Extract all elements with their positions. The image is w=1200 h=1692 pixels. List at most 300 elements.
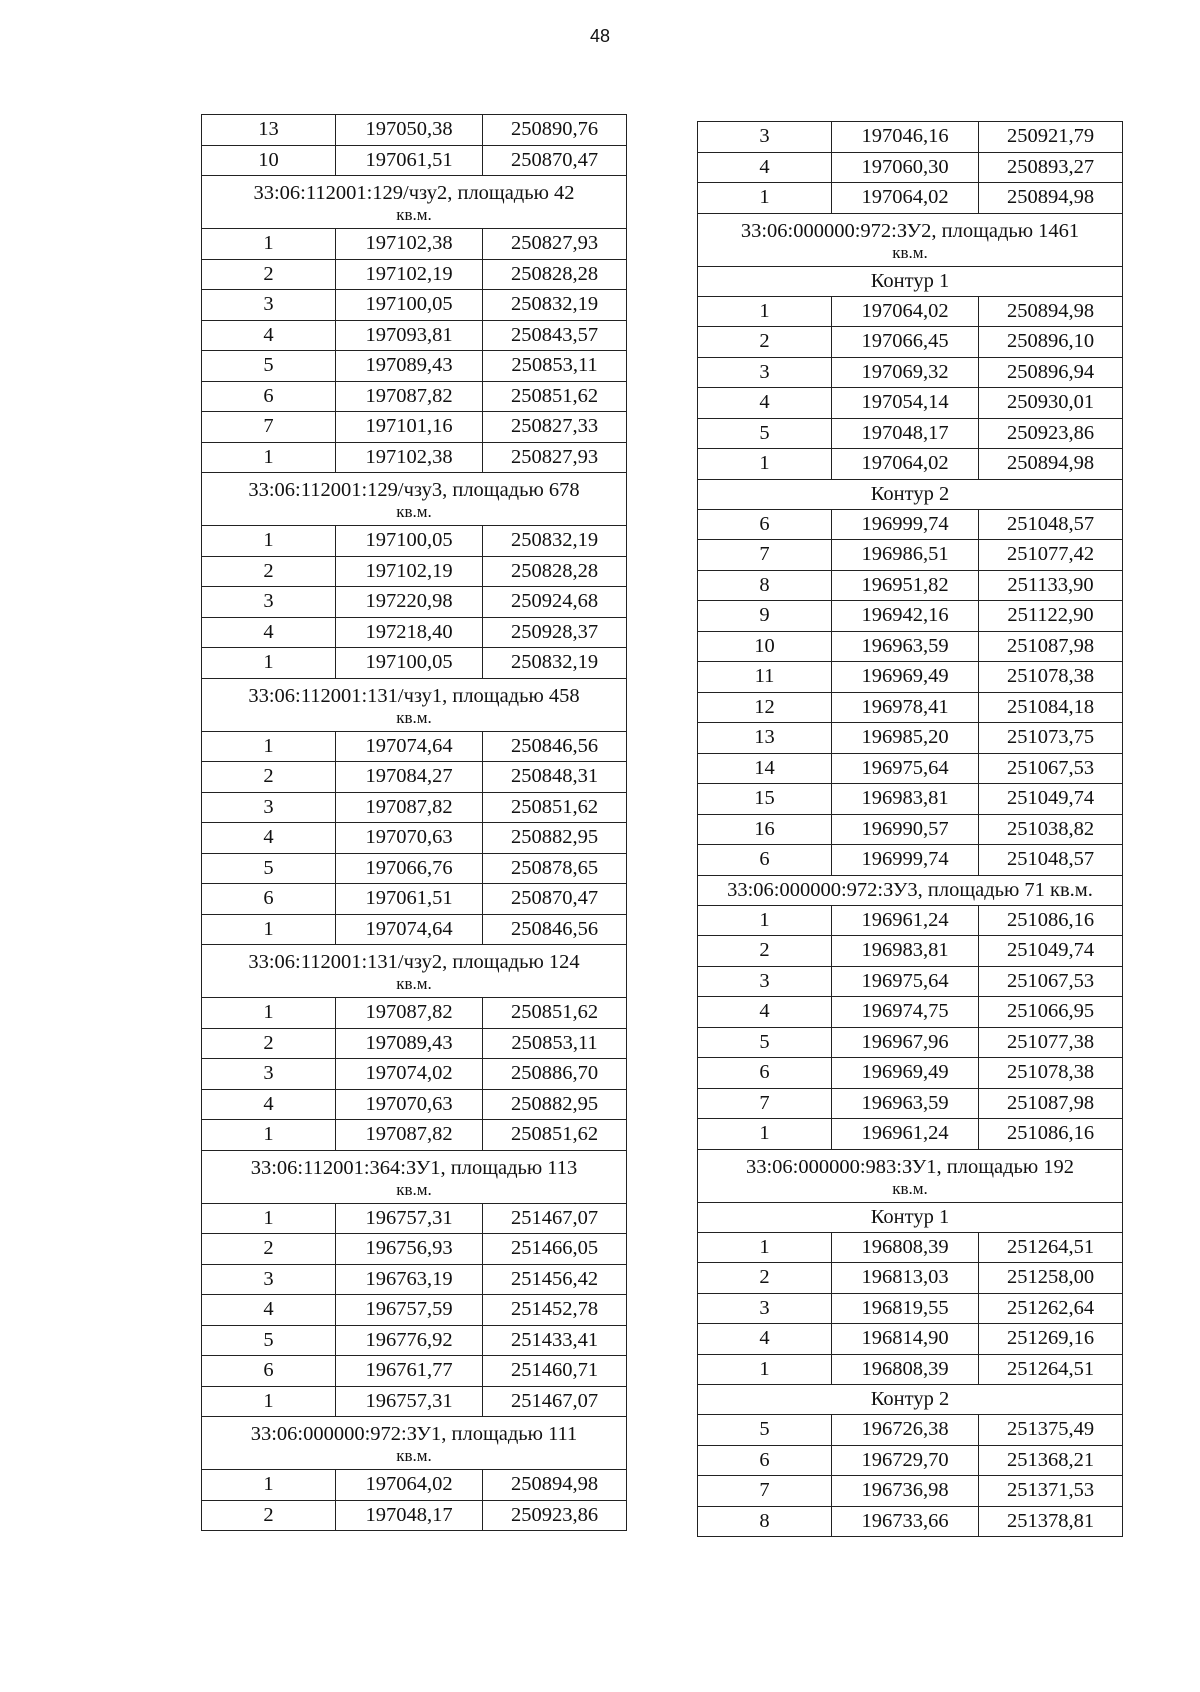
coordinate-row	[698, 1506, 1123, 1537]
coordinate-row	[202, 351, 627, 382]
x-coordinate-cell: 196963,59	[832, 631, 979, 662]
point-number-cell: 10	[698, 631, 832, 662]
coordinate-row	[698, 1058, 1123, 1089]
x-coordinate-cell: 197100,05	[336, 290, 483, 321]
coordinate-row	[202, 412, 627, 443]
point-number-cell: 3	[698, 122, 832, 153]
point-number-cell: 6	[202, 884, 336, 915]
y-coordinate-cell: 250890,76	[483, 115, 627, 146]
point-number-cell: 2	[202, 762, 336, 793]
coordinate-row	[698, 1415, 1123, 1446]
x-coordinate-cell: 197093,81	[336, 320, 483, 351]
y-coordinate-cell: 251066,95	[979, 997, 1123, 1028]
coordinate-row	[698, 631, 1123, 662]
parcel-header-row	[202, 176, 627, 229]
coordinate-row	[698, 1263, 1123, 1294]
coordinate-row	[202, 884, 627, 915]
coordinate-row	[202, 556, 627, 587]
y-coordinate-cell: 250843,57	[483, 320, 627, 351]
coordinate-row	[202, 1386, 627, 1417]
point-number-cell: 7	[202, 412, 336, 443]
x-coordinate-cell: 196986,51	[832, 540, 979, 571]
x-coordinate-cell: 197066,76	[336, 853, 483, 884]
coordinate-row	[698, 662, 1123, 693]
x-coordinate-cell: 197070,63	[336, 823, 483, 854]
point-number-cell: 2	[202, 1500, 336, 1531]
point-number-cell: 4	[202, 823, 336, 854]
x-coordinate-cell: 196726,38	[832, 1415, 979, 1446]
y-coordinate-cell: 250832,19	[483, 290, 627, 321]
parcel-title: 33:06:112001:129/чзу3, площадью 678	[248, 479, 580, 501]
coordinate-row	[202, 1028, 627, 1059]
coordinate-row	[202, 442, 627, 473]
parcel-header-cell	[202, 473, 627, 526]
y-coordinate-cell: 251460,71	[483, 1356, 627, 1387]
x-coordinate-cell: 196763,19	[336, 1264, 483, 1295]
parcel-header-cell	[202, 945, 627, 998]
y-coordinate-cell: 250827,33	[483, 412, 627, 443]
y-coordinate-cell: 250928,37	[483, 617, 627, 648]
x-coordinate-cell: 197102,38	[336, 229, 483, 260]
point-number-cell: 1	[202, 229, 336, 260]
x-coordinate-cell: 196963,59	[832, 1088, 979, 1119]
point-number-cell: 3	[698, 966, 832, 997]
point-number-cell: 1	[202, 731, 336, 762]
y-coordinate-cell: 251048,57	[979, 509, 1123, 540]
x-coordinate-cell: 197074,02	[336, 1059, 483, 1090]
coordinate-row	[202, 1295, 627, 1326]
coordinate-row	[698, 601, 1123, 632]
coordinate-row	[202, 1234, 627, 1265]
y-coordinate-cell: 250923,86	[483, 1500, 627, 1531]
y-coordinate-cell: 250896,94	[979, 357, 1123, 388]
point-number-cell: 1	[202, 1470, 336, 1501]
coordinate-row	[202, 1325, 627, 1356]
y-coordinate-cell: 250894,98	[979, 296, 1123, 327]
coordinate-row	[202, 259, 627, 290]
x-coordinate-cell: 197084,27	[336, 762, 483, 793]
point-number-cell: 3	[202, 290, 336, 321]
parcel-header-row	[202, 1150, 627, 1203]
point-number-cell: 5	[202, 853, 336, 884]
contour-header-row	[698, 1385, 1123, 1415]
x-coordinate-cell: 196969,49	[832, 1058, 979, 1089]
point-number-cell: 3	[698, 357, 832, 388]
y-coordinate-cell: 251087,98	[979, 631, 1123, 662]
parcel-title: 33:06:112001:364:ЗУ1, площадью 113	[250, 1156, 578, 1179]
x-coordinate-cell: 196736,98	[832, 1476, 979, 1507]
x-coordinate-cell: 197087,82	[336, 998, 483, 1029]
x-coordinate-cell: 197064,02	[832, 296, 979, 327]
x-coordinate-cell: 197054,14	[832, 388, 979, 419]
point-number-cell: 2	[202, 259, 336, 290]
point-number-cell: 9	[698, 601, 832, 632]
point-number-cell: 13	[698, 723, 832, 754]
coordinate-row	[202, 914, 627, 945]
x-coordinate-cell: 197220,98	[336, 587, 483, 618]
point-number-cell: 2	[202, 1028, 336, 1059]
point-number-cell: 7	[698, 540, 832, 571]
x-coordinate-cell: 196983,81	[832, 936, 979, 967]
x-coordinate-cell: 197069,32	[832, 357, 979, 388]
y-coordinate-cell: 251078,38	[979, 662, 1123, 693]
parcel-header-row	[698, 213, 1123, 266]
coordinate-row	[698, 449, 1123, 480]
y-coordinate-cell: 251067,53	[979, 966, 1123, 997]
x-coordinate-cell: 196814,90	[832, 1324, 979, 1355]
point-number-cell: 1	[698, 183, 832, 214]
point-number-cell: 13	[202, 115, 336, 146]
point-number-cell: 5	[202, 1325, 336, 1356]
x-coordinate-cell: 197102,19	[336, 556, 483, 587]
y-coordinate-cell: 250886,70	[483, 1059, 627, 1090]
point-number-cell: 1	[698, 449, 832, 480]
point-number-cell: 5	[698, 418, 832, 449]
contour-title: Контур 1	[698, 266, 1123, 296]
x-coordinate-cell: 197074,64	[336, 731, 483, 762]
parcel-header-cell	[698, 1149, 1123, 1202]
x-coordinate-cell: 196808,39	[832, 1354, 979, 1385]
y-coordinate-cell: 250851,62	[483, 998, 627, 1029]
point-number-cell: 6	[698, 509, 832, 540]
y-coordinate-cell: 251067,53	[979, 753, 1123, 784]
coordinate-row	[698, 1324, 1123, 1355]
y-coordinate-cell: 250894,98	[979, 183, 1123, 214]
right-coordinates-table	[697, 121, 1123, 1537]
parcel-title: 33:06:112001:129/чзу2, площадью 42	[253, 182, 575, 204]
area-unit: кв.м.	[396, 974, 432, 993]
coordinate-row	[698, 418, 1123, 449]
x-coordinate-cell: 197060,30	[832, 152, 979, 183]
area-unit: кв.м.	[396, 707, 432, 727]
point-number-cell: 8	[698, 1506, 832, 1537]
coordinate-row	[698, 1354, 1123, 1385]
point-number-cell: 8	[698, 570, 832, 601]
coordinate-row	[698, 1088, 1123, 1119]
area-unit: кв.м.	[396, 205, 432, 224]
y-coordinate-cell: 251084,18	[979, 692, 1123, 723]
x-coordinate-cell: 197089,43	[336, 1028, 483, 1059]
y-coordinate-cell: 250851,62	[483, 381, 627, 412]
point-number-cell: 6	[698, 845, 832, 876]
point-number-cell: 2	[698, 936, 832, 967]
parcel-header-row	[202, 945, 627, 998]
y-coordinate-cell: 251078,38	[979, 1058, 1123, 1089]
x-coordinate-cell: 197100,05	[336, 526, 483, 557]
parcel-title: 33:06:112001:131/чзу1, площадью 458	[248, 684, 580, 707]
coordinate-row	[698, 183, 1123, 214]
coordinate-row	[698, 723, 1123, 754]
parcel-title: 33:06:000000:972:ЗУ2, площадью 1461	[740, 219, 1080, 242]
y-coordinate-cell: 251077,42	[979, 540, 1123, 571]
y-coordinate-cell: 250923,86	[979, 418, 1123, 449]
parcel-title: 33:06:000000:983:ЗУ1, площадью 192	[745, 1155, 1075, 1178]
point-number-cell: 1	[698, 1232, 832, 1263]
coordinate-row	[202, 145, 627, 176]
coordinate-row	[698, 1232, 1123, 1263]
coordinate-row	[698, 570, 1123, 601]
y-coordinate-cell: 251262,64	[979, 1293, 1123, 1324]
coordinate-row	[698, 296, 1123, 327]
x-coordinate-cell: 196969,49	[832, 662, 979, 693]
point-number-cell: 14	[698, 753, 832, 784]
coordinate-row	[202, 526, 627, 557]
x-coordinate-cell: 196756,93	[336, 1234, 483, 1265]
point-number-cell: 4	[698, 388, 832, 419]
y-coordinate-cell: 251375,49	[979, 1415, 1123, 1446]
parcel-header-row	[698, 1149, 1123, 1202]
point-number-cell: 4	[698, 997, 832, 1028]
point-number-cell: 15	[698, 784, 832, 815]
x-coordinate-cell: 196757,59	[336, 1295, 483, 1326]
y-coordinate-cell: 250878,65	[483, 853, 627, 884]
point-number-cell: 6	[698, 1445, 832, 1476]
contour-title: Контур 2	[698, 479, 1123, 509]
y-coordinate-cell: 251038,82	[979, 814, 1123, 845]
point-number-cell: 4	[698, 152, 832, 183]
y-coordinate-cell: 251048,57	[979, 845, 1123, 876]
coordinate-row	[698, 905, 1123, 936]
coordinate-row	[202, 617, 627, 648]
coordinate-row	[202, 587, 627, 618]
coordinate-row	[698, 152, 1123, 183]
y-coordinate-cell: 250832,19	[483, 526, 627, 557]
y-coordinate-cell: 250828,28	[483, 259, 627, 290]
x-coordinate-cell: 196776,92	[336, 1325, 483, 1356]
y-coordinate-cell: 250828,28	[483, 556, 627, 587]
coordinate-row	[698, 936, 1123, 967]
y-coordinate-cell: 250846,56	[483, 731, 627, 762]
area-unit: кв.м.	[396, 502, 432, 521]
coordinate-row	[202, 1120, 627, 1151]
point-number-cell: 1	[698, 905, 832, 936]
x-coordinate-cell: 197087,82	[336, 381, 483, 412]
point-number-cell: 1	[202, 648, 336, 679]
point-number-cell: 7	[698, 1476, 832, 1507]
point-number-cell: 3	[202, 587, 336, 618]
coordinate-row	[202, 1203, 627, 1234]
coordinate-row	[202, 115, 627, 146]
area-unit: кв.м.	[396, 1179, 432, 1199]
y-coordinate-cell: 250827,93	[483, 229, 627, 260]
page-number: 48	[589, 26, 611, 46]
x-coordinate-cell: 197066,45	[832, 327, 979, 358]
point-number-cell: 1	[202, 442, 336, 473]
parcel-header-row	[202, 1417, 627, 1470]
coordinate-row	[202, 1059, 627, 1090]
x-coordinate-cell: 196761,77	[336, 1356, 483, 1387]
y-coordinate-cell: 251122,90	[979, 601, 1123, 632]
coordinate-row	[698, 1476, 1123, 1507]
y-coordinate-cell: 250853,11	[483, 1028, 627, 1059]
x-coordinate-cell: 197102,38	[336, 442, 483, 473]
y-coordinate-cell: 250882,95	[483, 823, 627, 854]
x-coordinate-cell: 197070,63	[336, 1089, 483, 1120]
parcel-header-row	[202, 473, 627, 526]
point-number-cell: 11	[698, 662, 832, 693]
y-coordinate-cell: 250894,98	[979, 449, 1123, 480]
y-coordinate-cell: 250870,47	[483, 145, 627, 176]
coordinate-row	[698, 966, 1123, 997]
area-unit: кв.м.	[396, 1446, 432, 1465]
coordinate-row	[202, 1264, 627, 1295]
x-coordinate-cell: 197087,82	[336, 792, 483, 823]
y-coordinate-cell: 250921,79	[979, 122, 1123, 153]
y-coordinate-cell: 251269,16	[979, 1324, 1123, 1355]
point-number-cell: 1	[698, 1354, 832, 1385]
coordinate-row	[698, 327, 1123, 358]
y-coordinate-cell: 251086,16	[979, 1119, 1123, 1150]
coordinate-row	[698, 509, 1123, 540]
point-number-cell: 2	[698, 1263, 832, 1294]
x-coordinate-cell: 196983,81	[832, 784, 979, 815]
x-coordinate-cell: 197061,51	[336, 884, 483, 915]
x-coordinate-cell: 196985,20	[832, 723, 979, 754]
contour-title: Контур 1	[698, 1202, 1123, 1232]
x-coordinate-cell: 196975,64	[832, 966, 979, 997]
y-coordinate-cell: 251073,75	[979, 723, 1123, 754]
y-coordinate-cell: 250893,27	[979, 152, 1123, 183]
x-coordinate-cell: 197100,05	[336, 648, 483, 679]
x-coordinate-cell: 196733,66	[832, 1506, 979, 1537]
x-coordinate-cell: 196999,74	[832, 509, 979, 540]
point-number-cell: 4	[202, 617, 336, 648]
point-number-cell: 1	[698, 1119, 832, 1150]
x-coordinate-cell: 196975,64	[832, 753, 979, 784]
coordinate-row	[698, 357, 1123, 388]
y-coordinate-cell: 250930,01	[979, 388, 1123, 419]
coordinate-row	[202, 762, 627, 793]
parcel-header-cell	[202, 176, 627, 229]
y-coordinate-cell: 251368,21	[979, 1445, 1123, 1476]
point-number-cell: 16	[698, 814, 832, 845]
y-coordinate-cell: 251452,78	[483, 1295, 627, 1326]
y-coordinate-cell: 250848,31	[483, 762, 627, 793]
point-number-cell: 1	[698, 296, 832, 327]
coordinate-row	[698, 1293, 1123, 1324]
y-coordinate-cell: 250832,19	[483, 648, 627, 679]
area-unit: кв.м.	[892, 1178, 928, 1198]
y-coordinate-cell: 250924,68	[483, 587, 627, 618]
point-number-cell: 2	[202, 556, 336, 587]
y-coordinate-cell: 250853,11	[483, 351, 627, 382]
left-coordinates-table	[201, 114, 627, 1531]
point-number-cell: 4	[202, 1089, 336, 1120]
point-number-cell: 5	[698, 1415, 832, 1446]
coordinate-row	[698, 845, 1123, 876]
y-coordinate-cell: 251433,41	[483, 1325, 627, 1356]
x-coordinate-cell: 197046,16	[832, 122, 979, 153]
coordinate-row	[698, 388, 1123, 419]
point-number-cell: 10	[202, 145, 336, 176]
y-coordinate-cell: 250870,47	[483, 884, 627, 915]
parcel-title: 33:06:000000:972:ЗУ1, площадью 111	[250, 1423, 578, 1445]
coordinate-row	[698, 540, 1123, 571]
x-coordinate-cell: 197102,19	[336, 259, 483, 290]
x-coordinate-cell: 197101,16	[336, 412, 483, 443]
x-coordinate-cell: 196757,31	[336, 1386, 483, 1417]
coordinate-row	[202, 290, 627, 321]
coordinate-row	[202, 320, 627, 351]
point-number-cell: 7	[698, 1088, 832, 1119]
point-number-cell: 6	[698, 1058, 832, 1089]
parcel-header-cell	[202, 1417, 627, 1470]
x-coordinate-cell: 197064,02	[336, 1470, 483, 1501]
parcel-header-cell	[202, 1150, 627, 1203]
point-number-cell: 12	[698, 692, 832, 723]
y-coordinate-cell: 251456,42	[483, 1264, 627, 1295]
x-coordinate-cell: 196942,16	[832, 601, 979, 632]
point-number-cell: 1	[202, 1120, 336, 1151]
x-coordinate-cell: 196967,96	[832, 1027, 979, 1058]
point-number-cell: 3	[202, 1059, 336, 1090]
point-number-cell: 6	[202, 381, 336, 412]
point-number-cell: 4	[202, 320, 336, 351]
coordinate-row	[202, 792, 627, 823]
x-coordinate-cell: 197064,02	[832, 449, 979, 480]
parcel-title: 33:06:112001:131/чзу2, площадью 124	[248, 951, 580, 973]
x-coordinate-cell: 196999,74	[832, 845, 979, 876]
y-coordinate-cell: 251049,74	[979, 936, 1123, 967]
x-coordinate-cell: 196951,82	[832, 570, 979, 601]
point-number-cell: 3	[202, 1264, 336, 1295]
coordinate-row	[202, 1470, 627, 1501]
x-coordinate-cell: 196813,03	[832, 1263, 979, 1294]
x-coordinate-cell: 197218,40	[336, 617, 483, 648]
coordinate-row	[698, 753, 1123, 784]
x-coordinate-cell: 196729,70	[832, 1445, 979, 1476]
parcel-title: 33:06:000000:972:ЗУ3, площадью 71 кв.м.	[698, 875, 1123, 905]
x-coordinate-cell: 197064,02	[832, 183, 979, 214]
y-coordinate-cell: 251049,74	[979, 784, 1123, 815]
y-coordinate-cell: 250894,98	[483, 1470, 627, 1501]
x-coordinate-cell: 196819,55	[832, 1293, 979, 1324]
y-coordinate-cell: 251077,38	[979, 1027, 1123, 1058]
point-number-cell: 6	[202, 1356, 336, 1387]
y-coordinate-cell: 250851,62	[483, 792, 627, 823]
y-coordinate-cell: 251264,51	[979, 1354, 1123, 1385]
parcel-header-row	[202, 678, 627, 731]
x-coordinate-cell: 197050,38	[336, 115, 483, 146]
y-coordinate-cell: 251258,00	[979, 1263, 1123, 1294]
coordinate-row	[202, 1089, 627, 1120]
x-coordinate-cell: 196808,39	[832, 1232, 979, 1263]
coordinate-row	[202, 229, 627, 260]
coordinate-row	[698, 1119, 1123, 1150]
contour-header-row	[698, 266, 1123, 296]
coordinate-row	[698, 1445, 1123, 1476]
x-coordinate-cell: 197061,51	[336, 145, 483, 176]
point-number-cell: 2	[202, 1234, 336, 1265]
x-coordinate-cell: 196974,75	[832, 997, 979, 1028]
point-number-cell: 1	[202, 1386, 336, 1417]
point-number-cell: 3	[202, 792, 336, 823]
coordinate-row	[202, 1356, 627, 1387]
coordinate-row	[698, 784, 1123, 815]
y-coordinate-cell: 251371,53	[979, 1476, 1123, 1507]
point-number-cell: 3	[698, 1293, 832, 1324]
point-number-cell: 4	[202, 1295, 336, 1326]
y-coordinate-cell: 250846,56	[483, 914, 627, 945]
coordinate-row	[202, 853, 627, 884]
point-number-cell: 2	[698, 327, 832, 358]
y-coordinate-cell: 250827,93	[483, 442, 627, 473]
point-number-cell: 4	[698, 1324, 832, 1355]
point-number-cell: 1	[202, 998, 336, 1029]
coordinate-row	[698, 1027, 1123, 1058]
point-number-cell: 1	[202, 914, 336, 945]
y-coordinate-cell: 251087,98	[979, 1088, 1123, 1119]
